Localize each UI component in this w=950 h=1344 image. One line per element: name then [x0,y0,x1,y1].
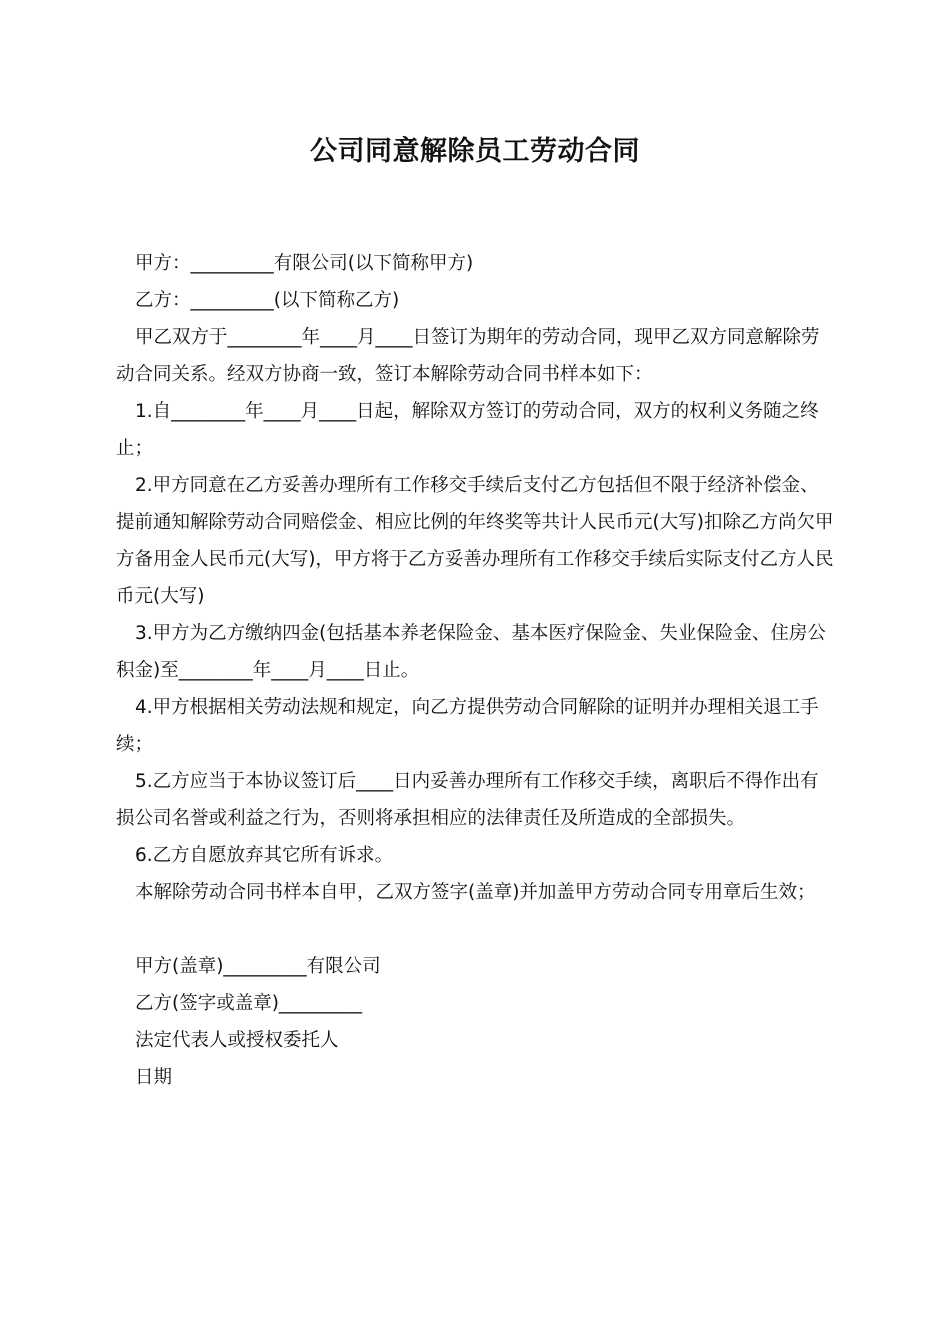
clause-4: 4.甲方根据相关劳动法规和规定，向乙方提供劳动合同解除的证明并办理相关退工手续； [116,697,819,755]
party-a-line: 甲方：_________有限公司(以下简称甲方) [135,253,474,274]
clause-2: 2.甲方同意在乙方妥善办理所有工作移交手续后支付乙方包括但不限于经济补偿金、提前通知解除劳动合同赔偿金、相应比例的年终奖等共计人民币元(大写)扣除乙方尚欠甲方备用金人民币元(大写)，甲方将于乙方妥善办理所有工作移交手续后实际支付乙方人民币元(大写) [116,475,834,607]
signature-spacer [116,911,836,948]
clause-3: 3.甲方为乙方缴纳四金(包括基本养老保险金、基本医疗保险金、失业保险金、住房公积金)至________年____月____日止。 [116,623,826,681]
date-line: 日期 [135,1067,173,1088]
representative-line: 法定代表人或授权委托人 [135,1030,339,1051]
clause-1: 1.自________年____月____日起，解除双方签订的劳动合同，双方的权利义务随之终止； [116,401,819,459]
effect-paragraph: 本解除劳动合同书样本自甲，乙双方签字(盖章)并加盖甲方劳动合同专用章后生效； [135,882,816,903]
clause-5: 5.乙方应当于本协议签订后____日内妥善办理所有工作移交手续，离职后不得作出有损公司名誉或利益之行为，否则将承担相应的法律责任及所造成的全部损失。 [116,771,819,829]
party-b-line: 乙方：_________(以下简称乙方) [135,290,400,311]
intro-paragraph: 甲乙双方于________年____月____日签订为期年的劳动合同，现甲乙双方同意解除劳动合同关系。经双方协商一致，签订本解除劳动合同书样本如下： [116,327,820,385]
document-title: 公司同意解除员工劳动合同 [310,136,640,167]
document-body [116,245,836,1096]
clause-6: 6.乙方自愿放弃其它所有诉求。 [135,845,394,866]
party-b-sign-line: 乙方(签字或盖章)_________ [135,993,363,1014]
party-a-seal-line: 甲方(盖章)_________有限公司 [135,956,381,977]
